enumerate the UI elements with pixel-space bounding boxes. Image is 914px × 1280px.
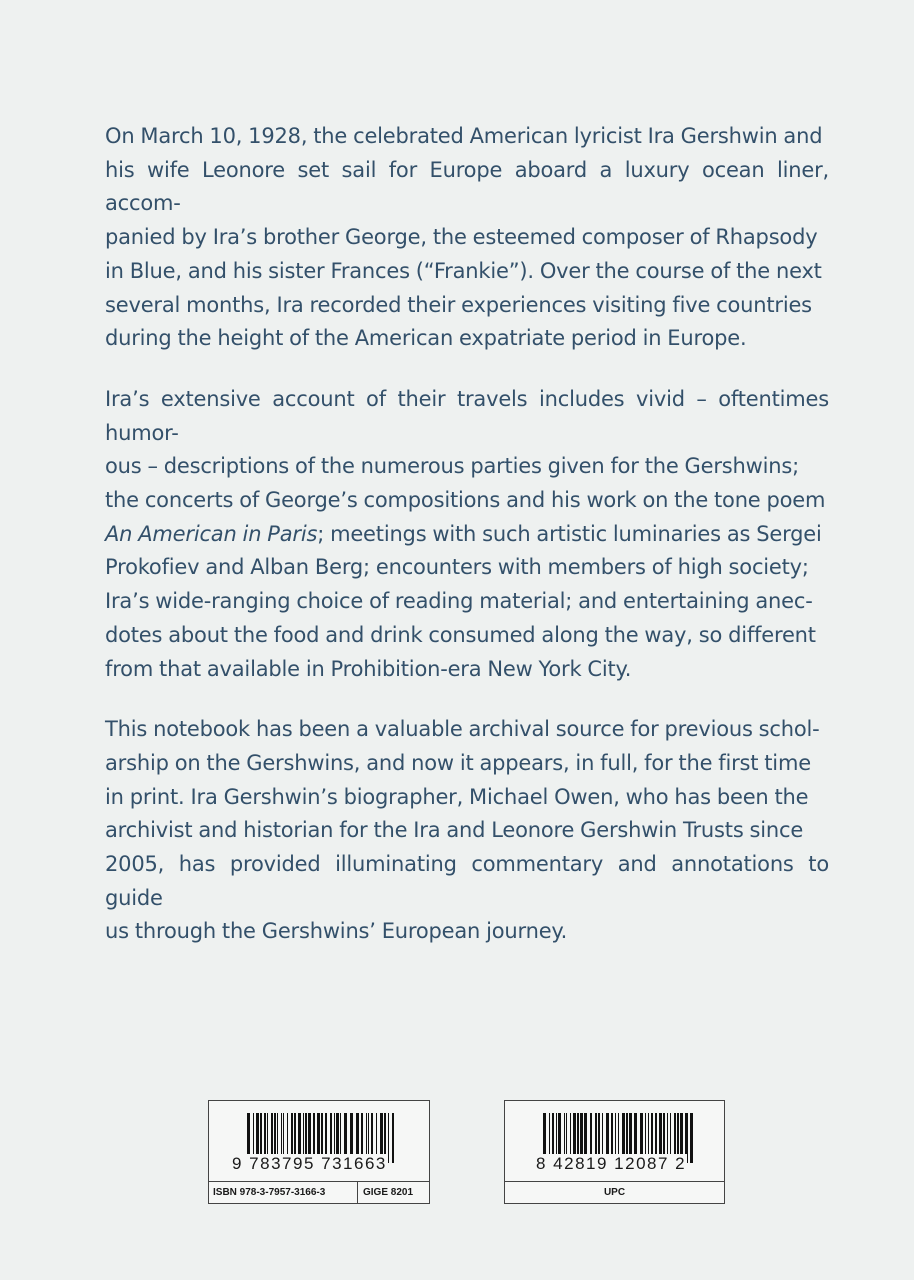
text-line: Ira’s extensive account of their travels includes vivid – oftentimes humor- xyxy=(105,386,829,445)
text-line: Prokofiev and Alban Berg; encounters with members of high society; xyxy=(105,555,809,580)
upc-barcode-box xyxy=(504,1100,725,1204)
barcode-bar xyxy=(690,1113,693,1163)
upc-barcode-area xyxy=(505,1101,724,1182)
text-line: archivist and historian for the Ira and Leonore Gershwin Trusts since xyxy=(105,818,804,843)
text-line: On March 10, 1928, the celebrated American lyricist Ira Gershwin and xyxy=(105,124,823,148)
text-line: Ira’s wide-ranging choice of reading material; and entertaining anec- xyxy=(105,589,813,614)
isbn-label: ISBN 978-3-7957-3166-3 xyxy=(209,1182,358,1203)
back-cover-text xyxy=(105,120,829,976)
gige-label: GIGE 8201 xyxy=(363,1187,414,1198)
text-line: the concerts of George’s compositions and his work on the tone poem xyxy=(105,488,826,513)
text-line: his wife Leonore set sail for Europe aboard a luxury ocean liner, accom- xyxy=(105,157,829,216)
paragraph-3 xyxy=(105,713,829,949)
upc-label: UPC xyxy=(603,1187,626,1198)
isbn-barcode-area xyxy=(209,1101,429,1182)
text-line: in print. Ira Gershwin’s biographer, Michael Owen, who has been the xyxy=(105,784,809,809)
text-line: arship on the Gershwins, and now it appears, in full, for the first time xyxy=(105,750,811,775)
text-line: in Blue, and his sister Frances (“Frankie”). Over the course of the next xyxy=(105,258,822,283)
text-line: 2005, has provided illuminating commentary and annotations to guide xyxy=(105,852,829,910)
text-line: dotes about the food and drink consumed along the way, so different xyxy=(105,622,816,647)
text-line: us through the Gershwins’ European journey. xyxy=(105,919,568,944)
text-line: during the height of the American expatriate period in Europe. xyxy=(105,326,747,351)
paragraph-1 xyxy=(105,120,829,356)
text-line: This notebook has been a valuable archival source for previous schol- xyxy=(105,717,820,742)
barcode-bar xyxy=(392,1113,394,1163)
text-line: several months, Ira recorded their experiences visiting five countries xyxy=(105,292,812,317)
upc-barcode-number: 8 42819 12087 2 xyxy=(536,1154,687,1173)
text-line: from that available in Prohibition-era New York City. xyxy=(105,656,632,681)
text-line: ; meetings with such artistic luminaries as Sergei xyxy=(317,521,822,546)
paragraph-2 xyxy=(105,383,829,686)
text-line: ous – descriptions of the numerous parties given for the Gershwins; xyxy=(105,454,799,479)
text-line: panied by Ira’s brother George, the esteemed composer of Rhapsody xyxy=(105,225,818,250)
isbn-label-row xyxy=(209,1182,429,1203)
italic-work-title: An American in Paris xyxy=(105,521,318,546)
upc-label-row xyxy=(505,1182,724,1203)
isbn-barcode-number: 9 783795 731663 xyxy=(232,1154,387,1173)
barcode-bar xyxy=(388,1113,389,1163)
isbn-barcode-box xyxy=(208,1100,430,1204)
